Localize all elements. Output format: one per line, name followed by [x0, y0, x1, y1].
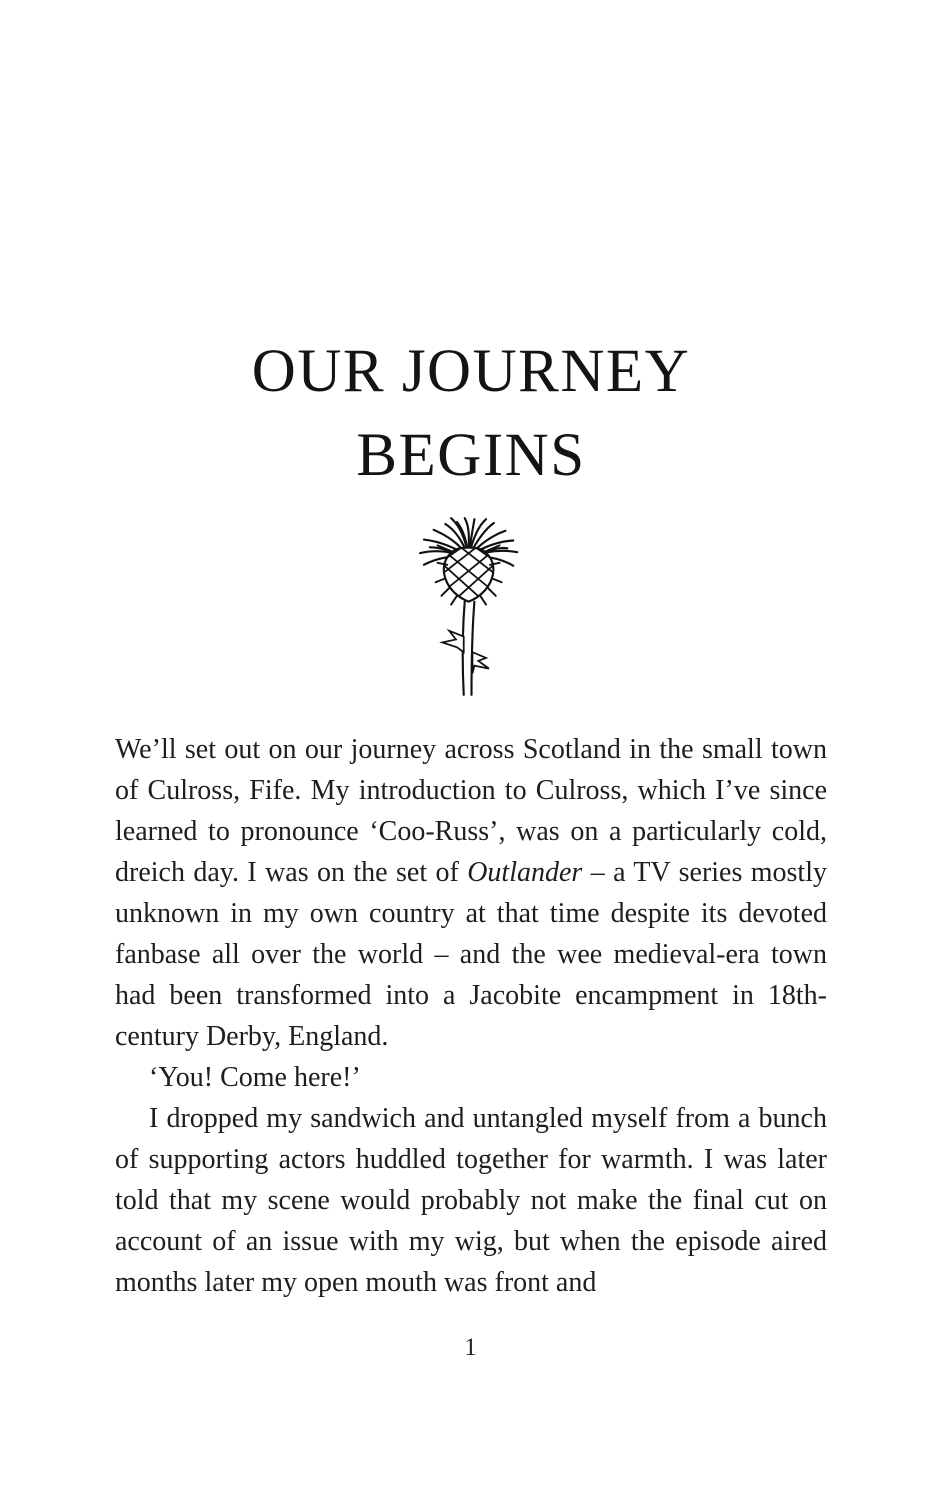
- chapter-title-line1: OUR JOURNEY: [251, 338, 691, 405]
- chapter-title-line2: BEGINS: [356, 422, 586, 489]
- thistle-stem: [442, 602, 489, 695]
- thistle-bulb: [435, 545, 501, 604]
- page-footer: [0, 1334, 942, 1362]
- body-paragraph-3: I dropped my sandwich and untangled myself from a bunch of supporting actors huddled together for warmth. I was later told that my scene would probably not make the final cut on account of an issue with my wig, but when the episode aired months later my open mouth was front and: [115, 1103, 827, 1298]
- body-paragraph-1: [115, 729, 827, 1057]
- body-paragraph-2: ‘You! Come here!’: [149, 1062, 361, 1093]
- paragraph1-text-before: We’ll set out on our journey across Scotland in the small town of Culross, Fife. My introduction to Culross, which I’ve since learned to pronounce ‘Coo-Russ’, was on a particularly cold, dreich day. I was on the set of: [115, 734, 827, 888]
- chapter-body: [115, 729, 827, 1303]
- paragraph1-text-after: – a TV series mostly unknown in my own country at that time despite its devoted fanbase all over the world – and the wee medieval-era town had been transformed into a Jacobite encampment in 18th-century Derby, England.: [115, 857, 827, 1052]
- paragraph1-book-title: Outlander: [467, 857, 583, 888]
- thistle-illustration: [389, 514, 554, 699]
- page-number: 1: [464, 1334, 478, 1361]
- chapter-title: [0, 330, 942, 498]
